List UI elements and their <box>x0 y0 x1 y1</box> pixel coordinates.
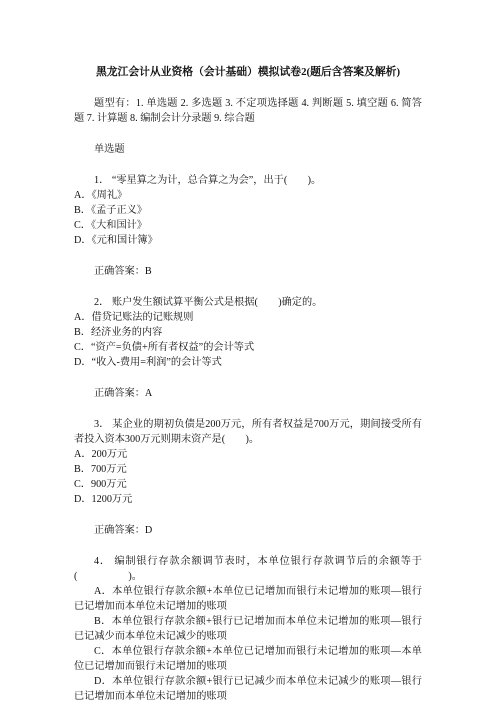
option-d: D．本单位银行存款余额+银行已记减少而本单位未记减少的账项—银行已记增加而本单位未记增加的账项 <box>74 676 422 702</box>
option-c: C．“资产=负债+所有者权益”的会计等式 <box>74 342 255 353</box>
option-d: D．“收入-费用=利润”的会计等式 <box>74 357 222 368</box>
option-b: B．700万元 <box>74 464 127 475</box>
answer-3: 正确答案：D <box>94 525 153 536</box>
document-page <box>74 64 422 720</box>
question-text: 2． 账户发生额试算平衡公式是根据( )确定的。 <box>94 297 323 308</box>
option-a: A．200万元 <box>74 449 128 460</box>
answer-2: 正确答案：A <box>94 388 153 399</box>
option-d: D．《元和国计簿》 <box>74 235 158 246</box>
option-c: C．本单位银行存款余额+本单位已记增加而银行未记增加的账项—本单位已记增加而银行未记增加的账项 <box>74 646 422 672</box>
question-4 <box>74 554 422 704</box>
document-title: 黑龙江会计从业资格（会计基础）模拟试卷2(题后含答案及解析) <box>95 66 401 78</box>
question-1 <box>74 173 422 248</box>
question-text: 3． 某企业的期初负债是200万元，所有者权益是700万元，期间接受所有者投入资本300万元则期末资产是( )。 <box>74 419 422 445</box>
option-a: A．《周礼》 <box>74 190 128 201</box>
question-text: 1． “零星算之为计，总合算之为会”，出于( )。 <box>94 175 322 186</box>
option-b: B．经济业务的内容 <box>74 327 163 338</box>
question-3 <box>74 417 422 507</box>
option-c: C．《大和国计》 <box>74 220 148 231</box>
option-b: B．《孟子正义》 <box>74 205 148 216</box>
option-a: A．借贷记账法的记账规则 <box>74 312 194 323</box>
option-b: B．本单位银行存款余额+银行已记增加而本单位未记增加的账项—银行已记减少而本单位未记减少的账项 <box>74 616 422 642</box>
option-d: D．1200万元 <box>74 494 133 505</box>
question-text: 4． 编制银行存款余额调节表时，本单位银行存款调节后的余额等于( )。 <box>74 556 422 582</box>
answer-1: 正确答案：B <box>94 266 152 277</box>
question-types-line: 题型有：1. 单选题 2. 多选题 3. 不定项选择题 4. 判断题 5. 填空题 6. 简答题 7. 计算题 8. 编制会计分录题 9. 综合题 <box>74 98 422 124</box>
option-a: A．本单位银行存款余额+本单位已记增加而银行未记增加的账项—银行已记增加而本单位未记增加的账项 <box>74 586 422 612</box>
question-2 <box>74 295 422 370</box>
section-heading: 单选题 <box>94 144 125 155</box>
option-c: C．900万元 <box>74 479 127 490</box>
